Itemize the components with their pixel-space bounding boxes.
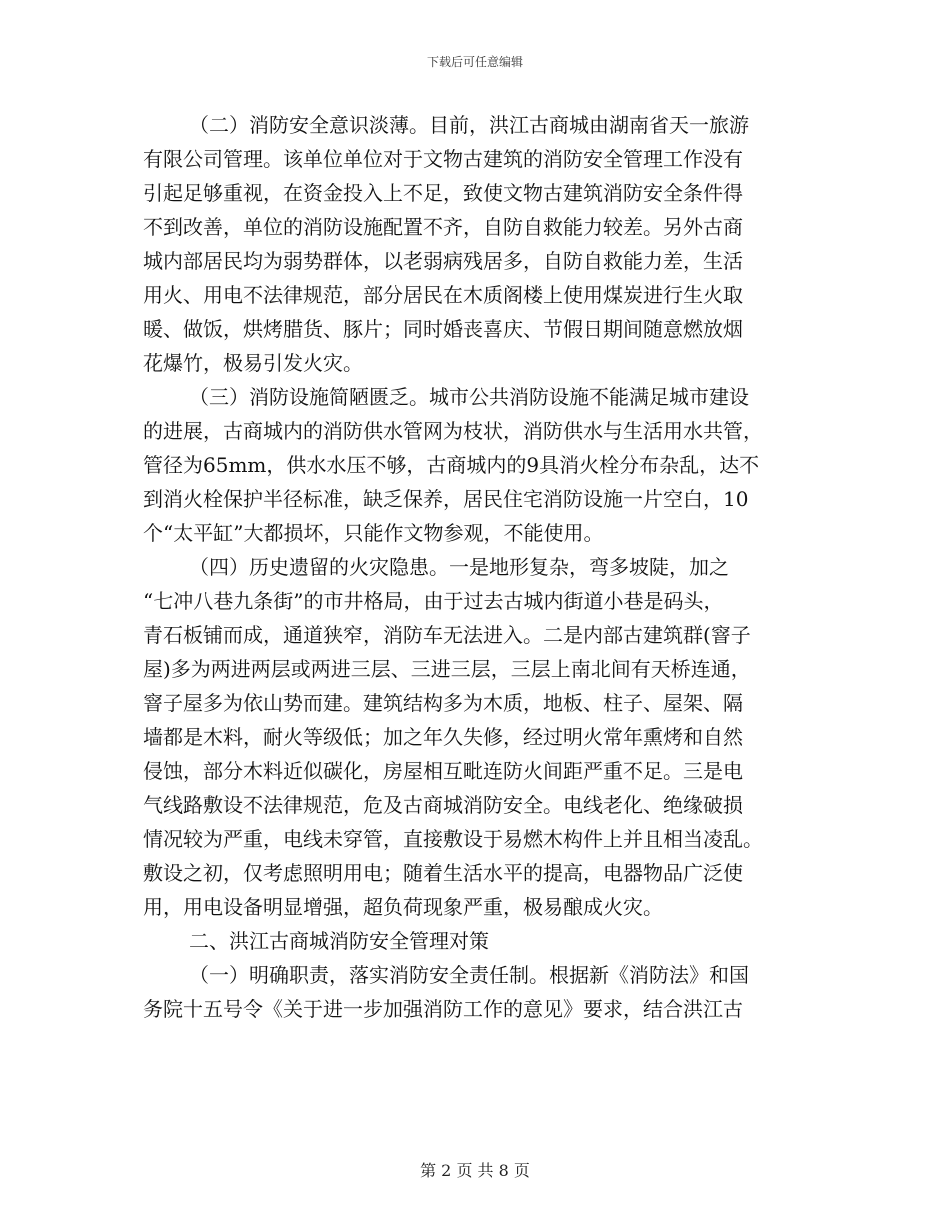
text-line: 不到改善，单位的消防设施配置不齐，自防自救能力较差。另外古商 (143, 215, 743, 239)
text-line: 城内部居民均为弱势群体，以老弱病残居多，自防自救能力差，生活 (143, 249, 743, 273)
text-line: 的进展，古商城内的消防供水管网为枝状，消防供水与生活用水共管， (143, 419, 763, 443)
text-line: （一）明确职责，落实消防安全责任制。根据新《消防法》和国 (189, 963, 749, 987)
text-line: 用，用电设备明显增强，超负荷现象严重，极易酿成火灾。 (143, 895, 663, 919)
text-line: “七冲八巷九条街”的市井格局，由于过去古城内街道小巷是码头， (143, 589, 724, 613)
text-line: 用火、用电不法律规范，部分居民在木质阁楼上使用煤炭进行生火取 (143, 283, 743, 307)
text-line: 墙都是木料，耐火等级低；加之年久失修，经过明火常年熏烤和自然 (143, 725, 743, 749)
text-line: 个“太平缸”大都损坏，只能作文物参观，不能使用。 (143, 521, 604, 545)
text-line: 窨子屋多为依山势而建。建筑结构多为木质，地板、柱子、屋架、隔 (143, 691, 743, 715)
text-line: 引起足够重视，在资金投入上不足，致使文物古建筑消防安全条件得 (143, 181, 743, 205)
text-line: 屋)多为两进两层或两进三层、三进三层，三层上南北间有天桥连通， (143, 657, 751, 681)
text-line: 气线路敷设不法律规范，危及古商城消防安全。电线老化、绝缘破损 (143, 793, 743, 817)
text-line: 有限公司管理。该单位单位对于文物古建筑的消防安全管理工作没有 (143, 147, 743, 171)
text-line: 到消火栓保护半径标准，缺乏保养，居民住宅消防设施一片空白，10 (143, 487, 749, 511)
text-line: 暖、做饭，烘烤腊货、豚片；同时婚丧喜庆、节假日期间随意燃放烟 (143, 317, 743, 341)
text-line: 花爆竹，极易引发火灾。 (143, 351, 363, 375)
text-line: （二）消防安全意识淡薄。目前，洪江古商城由湖南省天一旅游 (189, 113, 749, 137)
header-note: 下载后可任意编辑 (426, 55, 523, 69)
text-line: （四）历史遗留的火灾隐患。一是地形复杂，弯多坡陡，加之 (189, 555, 729, 579)
text-line: 情况较为严重，电线未穿管，直接敷设于易燃木构件上并且相当凌乱。 (143, 827, 763, 851)
text-line: 侵蚀，部分木料近似碳化，房屋相互毗连防火间距严重不足。三是电 (143, 759, 743, 783)
section-heading: 二、洪江古商城消防安全管理对策 (189, 929, 489, 953)
text-line: 敷设之初，仅考虑照明用电；随着生活水平的提高，电器物品广泛使 (143, 861, 743, 885)
body-text (143, 108, 811, 1026)
text-line: 管径为65mm，供水水压不够，古商城内的9具消火栓分布杂乱，达不 (143, 453, 760, 477)
page-footer: 第 2 页 共 8 页 (420, 1161, 530, 1180)
text-line: 务院十五号令《关于进一步加强消防工作的意见》要求，结合洪江古 (143, 997, 743, 1021)
text-line: 青石板铺而成，通道狭窄，消防车无法进入。二是内部古建筑群(窨子 (143, 623, 751, 647)
text-line: （三）消防设施简陋匮乏。城市公共消防设施不能满足城市建设 (189, 385, 749, 409)
